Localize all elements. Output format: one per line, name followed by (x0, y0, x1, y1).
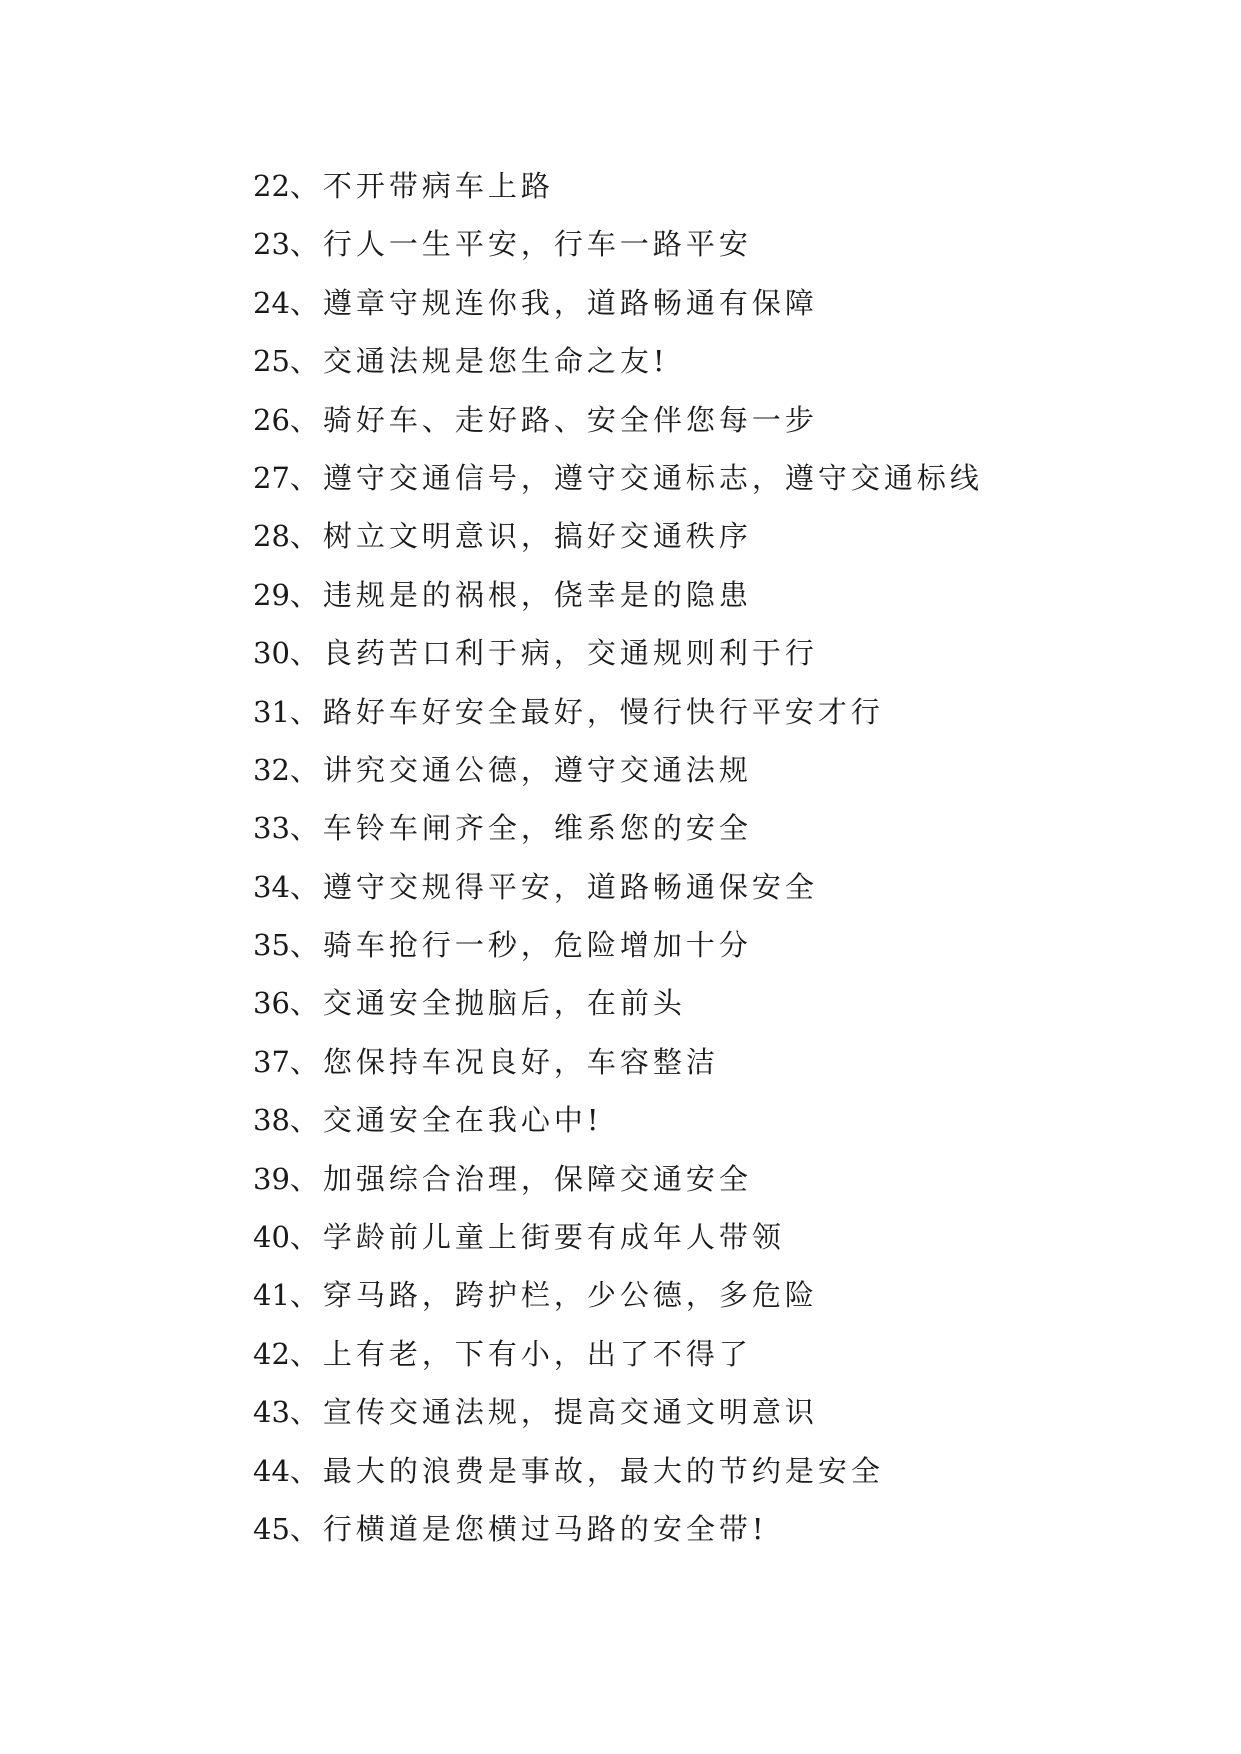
item-text: 遵章守规连你我，道路畅通有保障 (322, 285, 818, 320)
item-separator: 、 (289, 169, 323, 203)
item-text: 路好车好安全最好，慢行快行平安才行 (322, 694, 884, 729)
item-separator: 、 (289, 1336, 323, 1371)
item-separator: 、 (289, 1103, 323, 1138)
item-separator: 、 (289, 1044, 323, 1079)
item-separator: 、 (289, 1395, 323, 1430)
item-separator: 、 (289, 1278, 323, 1313)
list-item (253, 858, 983, 916)
item-text: 宣传交通法规，提高交通文明意识 (322, 1395, 818, 1430)
list-item (253, 449, 983, 507)
list-item (253, 1442, 983, 1500)
item-separator: 、 (289, 986, 323, 1021)
item-number: 41 (253, 1278, 290, 1313)
item-separator: 、 (289, 694, 323, 729)
item-number: 40 (253, 1220, 290, 1255)
item-number: 33 (253, 811, 290, 846)
item-text: 遵守交通信号，遵守交通标志，遵守交通标线 (322, 460, 983, 495)
list-item (253, 799, 983, 857)
item-number: 37 (253, 1044, 290, 1079)
item-separator: 、 (289, 1161, 323, 1196)
list-item (253, 566, 983, 624)
item-text: 骑车抢行一秒，危险增加十分 (322, 928, 752, 963)
item-text: 学龄前儿童上街要有成年人带领 (322, 1220, 785, 1255)
item-separator: 、 (289, 752, 323, 787)
slogan-list (253, 157, 983, 1558)
item-separator: 、 (289, 1511, 323, 1546)
item-separator: 、 (289, 519, 323, 554)
list-item (253, 683, 983, 741)
item-number: 31 (253, 694, 290, 729)
item-number: 32 (253, 752, 290, 787)
item-separator: 、 (289, 869, 323, 904)
item-text: 交通法规是您生命之友! (322, 344, 669, 379)
list-item (253, 1091, 983, 1149)
item-separator: 、 (289, 577, 323, 612)
item-text: 遵守交规得平安，道路畅通保安全 (322, 869, 818, 904)
list-item (253, 507, 983, 565)
list-item (253, 215, 983, 273)
item-text: 行横道是您横过马路的安全带! (322, 1511, 768, 1546)
item-number: 28 (253, 519, 290, 554)
item-text: 讲究交通公德，遵守交通法规 (322, 752, 752, 787)
item-number: 36 (253, 986, 290, 1021)
list-item (253, 332, 983, 390)
list-item (253, 274, 983, 332)
item-separator: 、 (289, 285, 323, 320)
item-separator: 、 (289, 1453, 323, 1488)
item-number: 22 (253, 169, 290, 203)
item-number: 25 (253, 344, 290, 379)
list-item (253, 1150, 983, 1208)
list-item (253, 624, 983, 682)
item-separator: 、 (289, 344, 323, 379)
list-item (253, 1325, 983, 1383)
list-item (253, 974, 983, 1032)
item-number: 26 (253, 402, 290, 437)
item-number: 43 (253, 1395, 290, 1430)
list-item (253, 1383, 983, 1441)
item-number: 44 (253, 1453, 290, 1488)
item-text: 树立文明意识，搞好交通秩序 (322, 519, 752, 554)
item-number: 23 (253, 227, 290, 262)
item-text: 上有老，下有小，出了不得了 (322, 1336, 752, 1371)
item-text: 不开带病车上路 (322, 169, 554, 203)
list-item (253, 157, 983, 215)
list-item (253, 916, 983, 974)
item-number: 42 (253, 1336, 290, 1371)
item-text: 车铃车闸齐全，维系您的安全 (322, 811, 752, 846)
item-separator: 、 (289, 811, 323, 846)
list-item (253, 1033, 983, 1091)
item-text: 骑好车、走好路、安全伴您每一步 (322, 402, 818, 437)
item-text: 穿马路，跨护栏，少公德，多危险 (322, 1278, 818, 1313)
item-separator: 、 (289, 1220, 323, 1255)
item-number: 27 (253, 460, 290, 495)
item-text: 您保持车况良好，车容整洁 (322, 1044, 719, 1079)
item-text: 最大的浪费是事故，最大的节约是安全 (322, 1453, 884, 1488)
item-text: 交通安全抛脑后，在前头 (322, 986, 686, 1021)
item-number: 45 (253, 1511, 290, 1546)
item-number: 30 (253, 636, 290, 671)
item-number: 29 (253, 577, 290, 612)
list-item (253, 1500, 983, 1558)
item-separator: 、 (289, 402, 323, 437)
list-item (253, 741, 983, 799)
item-text: 加强综合治理，保障交通安全 (322, 1161, 752, 1196)
list-item (253, 1208, 983, 1266)
item-separator: 、 (289, 928, 323, 963)
item-text: 违规是的祸根，侥幸是的隐患 (322, 577, 752, 612)
item-number: 24 (253, 285, 290, 320)
list-item (253, 391, 983, 449)
item-text: 行人一生平安，行车一路平安 (322, 227, 752, 262)
item-separator: 、 (289, 227, 323, 262)
item-number: 35 (253, 928, 290, 963)
item-number: 39 (253, 1161, 290, 1196)
item-separator: 、 (289, 460, 323, 495)
item-number: 38 (253, 1103, 290, 1138)
item-number: 34 (253, 869, 290, 904)
list-item (253, 1266, 983, 1324)
item-text: 良药苦口利于病，交通规则利于行 (322, 636, 818, 671)
item-text: 交通安全在我心中! (322, 1103, 603, 1138)
item-separator: 、 (289, 636, 323, 671)
